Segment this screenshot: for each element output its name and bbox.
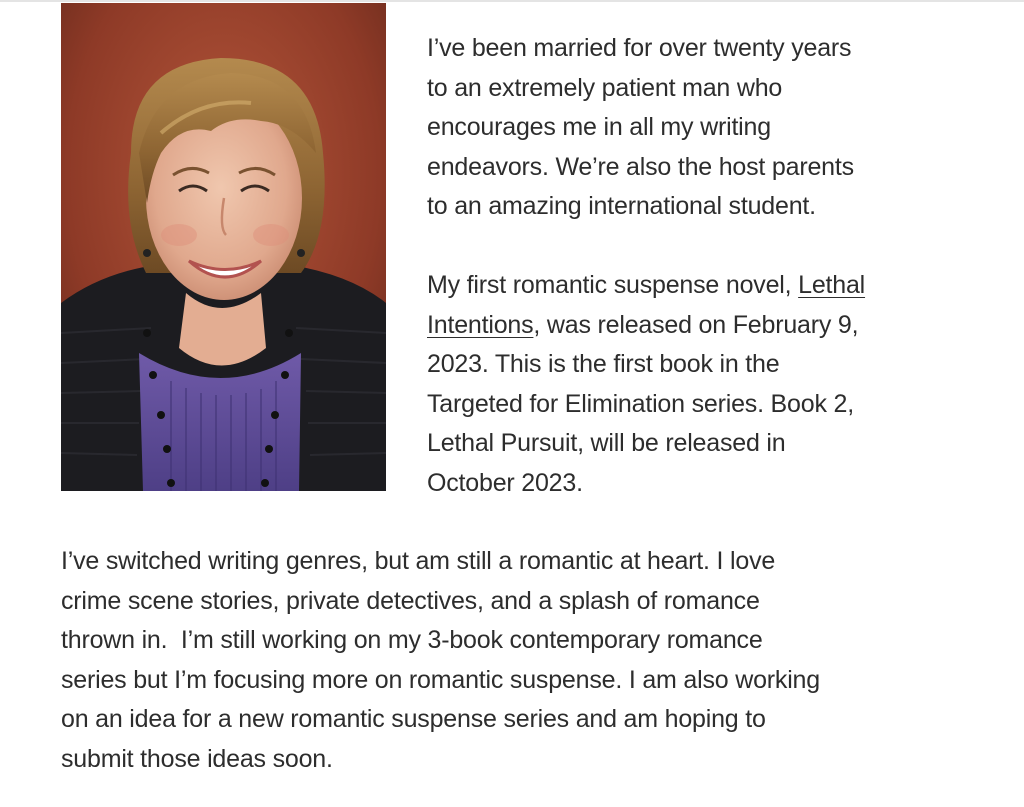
lethal-intentions-link[interactable]: Lethal	[798, 271, 866, 299]
bio-line: endeavors. We’re also the host parents	[427, 152, 854, 181]
lethal-intentions-link-continued[interactable]: Intentions	[427, 310, 534, 339]
bio-line: I’ve switched writing genres, but am still a romantic at heart. I love	[61, 547, 776, 575]
bio-line: 2023. This is the first book in the	[427, 350, 780, 378]
author-portrait-illustration	[61, 3, 386, 491]
bio-line: October 2023.	[427, 468, 583, 497]
bio-line	[427, 266, 987, 306]
bio-line: to an amazing international student.	[427, 192, 816, 220]
bio-line: on an idea for a new romantic suspense series and am hoping to	[61, 705, 766, 733]
bio-line: Targeted for Elimination series. Book 2,	[427, 389, 854, 418]
bio-line: encourages me in all my writing	[427, 113, 771, 141]
bio-line: thrown in. I’m still working on my 3-book contemporary romance	[61, 626, 763, 654]
bio-paragraph-3	[61, 542, 981, 779]
author-photo	[61, 3, 386, 491]
bio-line: Lethal Pursuit, will be released in	[427, 429, 786, 457]
bio-text: , was released on February 9,	[533, 310, 859, 339]
top-divider	[0, 0, 1024, 2]
bio-line: crime scene stories, private detectives, and a splash of romance	[61, 586, 760, 615]
bio-paragraph-1	[427, 29, 987, 227]
bio-line: submit those ideas soon.	[61, 744, 333, 773]
bio-text: My first romantic suspense novel,	[427, 271, 799, 299]
bio-line: series but I’m focusing more on romantic suspense. I am also working	[61, 665, 820, 694]
bio-line: to an extremely patient man who	[427, 73, 783, 102]
bio-line: I’ve been married for over twenty years	[427, 34, 852, 62]
bio-paragraph-2	[427, 266, 987, 503]
bio-line	[427, 306, 987, 346]
